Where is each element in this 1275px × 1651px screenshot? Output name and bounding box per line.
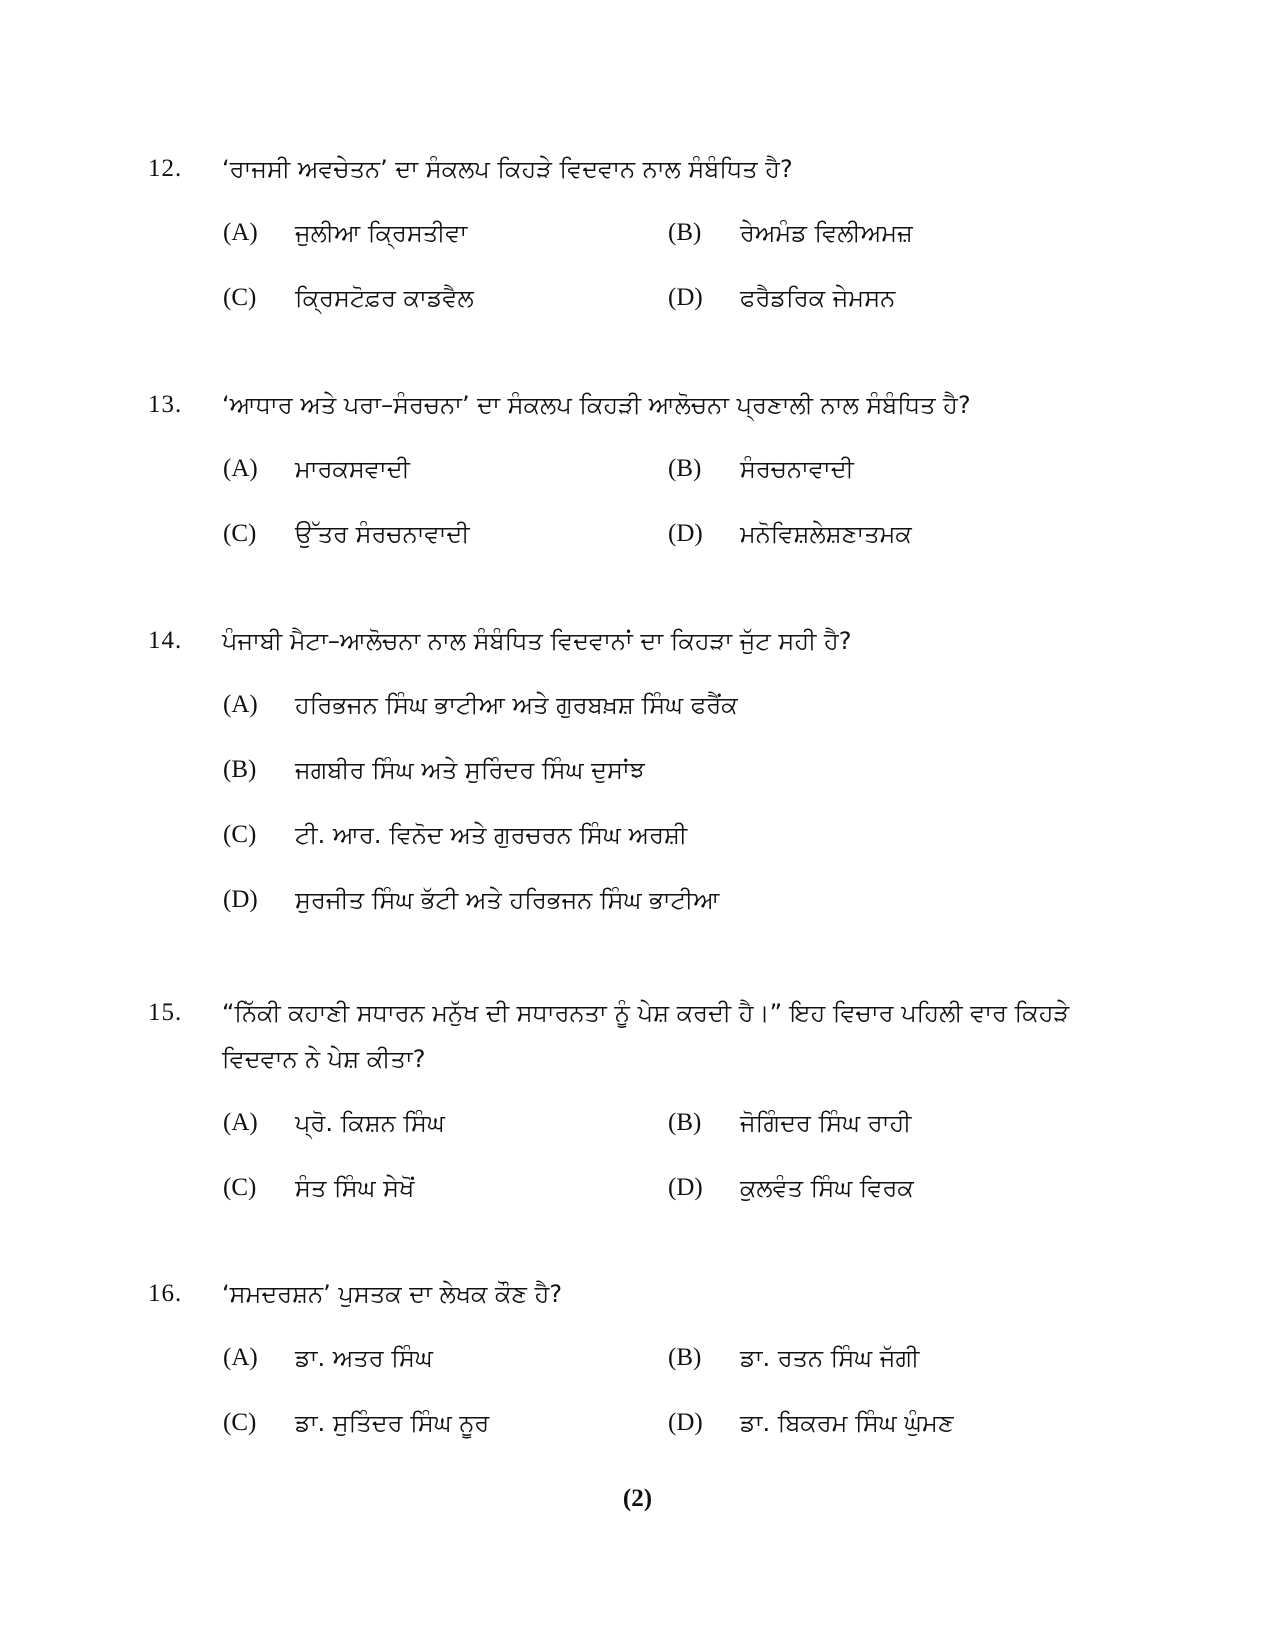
option-text: ਫਰੈਡਰਿਕ ਜੇਮਸਨ — [740, 284, 896, 312]
question-text: ‘ਸਮਦਰਸ਼ਨ’ ਪੁਸਤਕ ਦਾ ਲੇਖਕ ਕੌਣ ਹੈ? — [222, 1280, 563, 1308]
option-text: ਡਾ. ਬਿਕਰਮ ਸਿੰਘ ਘੁੰਮਣ — [740, 1409, 954, 1437]
option-letter: (C) — [223, 520, 257, 547]
option-text: ਕ੍ਰਿਸਟੋਫ਼ਰ ਕਾਡਵੈਲ — [295, 284, 474, 312]
option-letter: (A) — [223, 219, 258, 246]
option-text: ਜਗਬੀਰ ਸਿੰਘ ਅਤੇ ਸੁਰਿੰਦਰ ਸਿੰਘ ਦੁਸਾਂਝ — [295, 756, 645, 784]
option-letter: (C) — [223, 284, 257, 311]
question-number: 16. — [148, 1280, 183, 1307]
question-number: 12. — [148, 155, 183, 182]
option-text: ਮਨੋਵਿਸ਼ਲੇਸ਼ਣਾਤਮਕ — [740, 520, 912, 548]
option-letter: (A) — [223, 1344, 258, 1371]
option-text: ਟੀ. ਆਰ. ਵਿਨੋਦ ਅਤੇ ਗੁਰਚਰਨ ਸਿੰਘ ਅਰਸ਼ੀ — [295, 821, 688, 849]
option-letter: (B) — [668, 1344, 702, 1371]
page-number: (2) — [622, 1485, 653, 1512]
option-text: ਮਾਰਕਸਵਾਦੀ — [295, 455, 410, 483]
question-text: ਪੰਜਾਬੀ ਮੈਟਾ–ਆਲੋਚਨਾ ਨਾਲ ਸੰਬੰਧਿਤ ਵਿਦਵਾਨਾਂ ਦਾ ਕਿਹੜਾ ਜੁੱਟ ਸਹੀ ਹੈ? — [222, 627, 852, 655]
option-text: ਡਾ. ਸੁਤਿੰਦਰ ਸਿੰਘ ਨੂਰ — [295, 1409, 490, 1437]
option-text: ਰੇਅਮੰਡ ਵਿਲੀਅਮਜ਼ — [740, 219, 913, 247]
option-letter: (B) — [668, 219, 702, 246]
option-letter: (D) — [668, 1174, 703, 1201]
option-text: ਸੰਤ ਸਿੰਘ ਸੇਖੋਂ — [295, 1174, 415, 1202]
option-text: ਡਾ. ਰਤਨ ਸਿੰਘ ਜੱਗੀ — [740, 1344, 920, 1372]
option-text: ਡਾ. ਅਤਰ ਸਿੰਘ — [295, 1344, 433, 1372]
option-letter: (A) — [223, 691, 258, 718]
option-letter: (A) — [223, 455, 258, 482]
question-number: 14. — [148, 627, 183, 654]
option-letter: (D) — [668, 1409, 703, 1436]
question-text: ‘ਆਧਾਰ ਅਤੇ ਪਰਾ–ਸੰਰਚਨਾ’ ਦਾ ਸੰਕਲਪ ਕਿਹੜੀ ਆਲੋਚਨਾ ਪ੍ਰਣਾਲੀ ਨਾਲ ਸੰਬੰਧਿਤ ਹੈ? — [222, 391, 971, 419]
option-text: ਜੁਲੀਆ ਕ੍ਰਿਸਤੀਵਾ — [295, 219, 468, 247]
option-letter: (B) — [223, 756, 257, 783]
option-letter: (B) — [668, 1109, 702, 1136]
option-letter: (C) — [223, 1409, 257, 1436]
option-letter: (B) — [668, 455, 702, 482]
question-number: 15. — [148, 999, 183, 1026]
option-text: ਪ੍ਰੋ. ਕਿਸ਼ਨ ਸਿੰਘ — [295, 1109, 445, 1137]
option-text: ਉੱਤਰ ਸੰਰਚਨਾਵਾਦੀ — [295, 520, 470, 548]
question-text: “ਨਿੱਕੀ ਕਹਾਣੀ ਸਧਾਰਨ ਮਨੁੱਖ ਦੀ ਸਧਾਰਨਤਾ ਨੂੰ ਪੇਸ਼ ਕਰਦੀ ਹੈ।” ਇਹ ਵਿਚਾਰ ਪਹਿਲੀ ਵਾਰ ਕਿਹੜੇ ਵਿਦਵਾਨ ਨੇ ਪੇਸ਼ ਕੀਤਾ? — [222, 999, 1070, 1073]
option-text: ਸੰਰਚਨਾਵਾਦੀ — [740, 455, 854, 483]
question-text: ‘ਰਾਜਸੀ ਅਵਚੇਤਨ’ ਦਾ ਸੰਕਲਪ ਕਿਹੜੇ ਵਿਦਵਾਨ ਨਾਲ ਸੰਬੰਧਿਤ ਹੈ? — [222, 155, 793, 183]
option-text: ਸੁਰਜੀਤ ਸਿੰਘ ਭੱਟੀ ਅਤੇ ਹਰਿਭਜਨ ਸਿੰਘ ਭਾਟੀਆ — [295, 886, 720, 914]
option-letter: (D) — [668, 520, 703, 547]
option-letter: (A) — [223, 1109, 258, 1136]
option-text: ਕੁਲਵੰਤ ਸਿੰਘ ਵਿਰਕ — [740, 1174, 914, 1202]
option-letter: (D) — [668, 284, 703, 311]
option-text: ਜੋਗਿੰਦਰ ਸਿੰਘ ਰਾਹੀ — [740, 1109, 912, 1137]
option-text: ਹਰਿਭਜਨ ਸਿੰਘ ਭਾਟੀਆ ਅਤੇ ਗੁਰਬਖ਼ਸ਼ ਸਿੰਘ ਫਰੈਂਕ — [295, 691, 738, 719]
option-letter: (C) — [223, 1174, 257, 1201]
option-letter: (C) — [223, 821, 257, 848]
option-letter: (D) — [223, 886, 258, 913]
question-number: 13. — [148, 391, 183, 418]
